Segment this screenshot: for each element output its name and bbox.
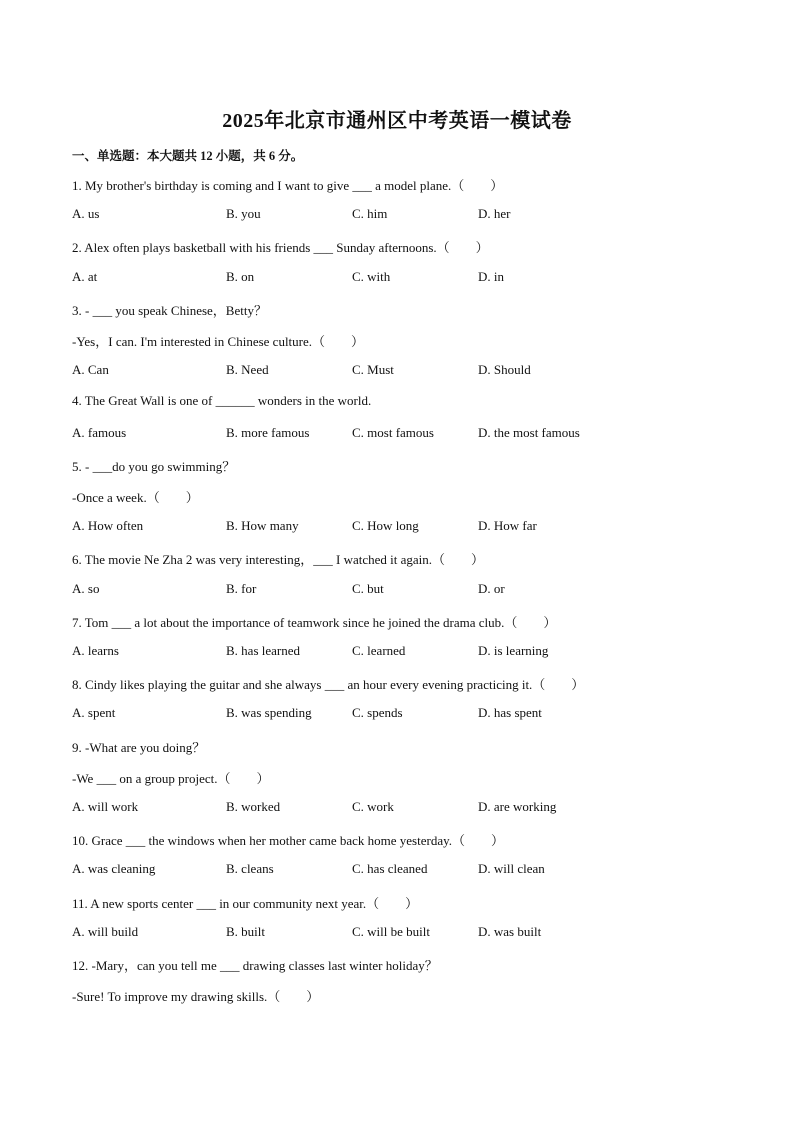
question-6-line-1: 6. The movie Ne Zha 2 was very interesting，___ I watched it again.（ ）	[72, 552, 485, 568]
question-9-line-2: -We ___ on a group project.（ ）	[72, 770, 270, 786]
question-7-line-1: 7. Tom ___ a lot about the importance of teamwork since he joined the drama club.（ ）	[72, 614, 557, 630]
question-5-line-2: -Once a week.（ ）	[72, 490, 199, 505]
question-3-line-2: -Yes，I can. I'm interested in Chinese culture.（ ）	[72, 334, 365, 349]
question-8-line-1: 8. Cindy likes playing the guitar and she always ___ an hour every evening practicing it.（ ）	[72, 677, 585, 693]
question-10-option-b: B. cleans	[226, 861, 274, 877]
question-12-line-2: -Sure! To improve my drawing skills.（ ）	[72, 989, 320, 1005]
question-8-option-d: D. has spent	[478, 705, 542, 721]
question-7-option-b: B. has learned	[226, 643, 301, 658]
question-9-option-a: A. will work	[72, 799, 139, 814]
question-2-option-a: A. at	[72, 268, 98, 284]
question-3-option-d: D. Should	[478, 362, 531, 378]
question-12-line-1: 12. -Mary，can you tell me ___ drawing classes last winter holiday？	[72, 958, 438, 973]
question-2-option-c: C. with	[352, 268, 391, 284]
question-9-option-c: C. work	[352, 799, 394, 814]
question-8-option-c: C. spends	[352, 705, 403, 721]
question-10-line-1: 10. Grace ___ the windows when her mother came back home yesterday.（ ）	[72, 833, 504, 849]
question-5-option-a: A. How often	[72, 518, 144, 534]
question-10-option-d: D. will clean	[478, 861, 545, 877]
question-2-line-1: 2. Alex often plays basketball with his friends ___ Sunday afternoons.（ ）	[72, 240, 489, 256]
question-5-option-d: D. How far	[478, 518, 537, 534]
question-4-option-a: A. famous	[72, 424, 127, 440]
question-2-option-d: D. in	[478, 268, 504, 284]
question-10-option-a: A. was cleaning	[72, 861, 156, 877]
question-3-option-c: C. Must	[352, 362, 394, 378]
question-7-option-c: C. learned	[352, 643, 406, 658]
question-11-option-b: B. built	[226, 923, 266, 939]
question-6-option-d: D. or	[478, 580, 505, 596]
question-9-line-1: 9. -What are you doing？	[72, 739, 206, 755]
question-2-option-b: B. on	[226, 268, 255, 284]
question-7-option-d: D. is learning	[478, 643, 549, 658]
question-4-option-c: C. most famous	[352, 424, 434, 440]
question-5-option-b: B. How many	[226, 518, 299, 534]
question-4-option-b: B. more famous	[226, 424, 310, 440]
section-heading: 一、单选题：本大题共 12 小题，共 6 分。	[72, 149, 304, 163]
question-1-line-1: 1. My brother's birthday is coming and I want to give ___ a model plane.（ ）	[72, 178, 504, 193]
question-4-line-1: 4. The Great Wall is one of ______ wonders in the world.	[72, 393, 372, 409]
question-6-option-b: B. for	[226, 580, 257, 596]
question-6-option-c: C. but	[352, 580, 384, 596]
question-11-option-c: C. will be built	[352, 923, 430, 939]
question-11-option-d: D. was built	[478, 923, 542, 939]
question-8-option-a: A. spent	[72, 705, 116, 721]
question-11-option-a: A. will build	[72, 923, 139, 939]
question-9-option-b: B. worked	[226, 799, 281, 814]
question-8-option-b: B. was spending	[226, 705, 312, 721]
question-1-option-a: A. us	[72, 206, 100, 222]
question-1-option-c: C. him	[352, 206, 388, 222]
question-1-option-d: D. her	[478, 206, 511, 222]
question-7-option-a: A. learns	[72, 643, 119, 658]
question-5-option-c: C. How long	[352, 518, 419, 534]
question-4-option-d: D. the most famous	[478, 424, 580, 440]
question-11-line-1: 11. A new sports center ___ in our community next year.（ ）	[72, 895, 419, 911]
question-5-line-1: 5. - ___do you go swimming？	[72, 458, 236, 474]
question-10-option-c: C. has cleaned	[352, 861, 428, 877]
question-6-option-a: A. so	[72, 580, 100, 596]
question-3-line-1: 3. - ___ you speak Chinese，Betty？	[72, 302, 267, 318]
question-9-option-d: D. are working	[478, 799, 557, 814]
page-title: 2025年北京市通州区中考英语一模试卷	[222, 110, 572, 132]
question-3-option-b: B. Need	[226, 362, 269, 378]
question-3-option-a: A. Can	[72, 362, 109, 378]
question-1-option-b: B. you	[226, 206, 261, 222]
